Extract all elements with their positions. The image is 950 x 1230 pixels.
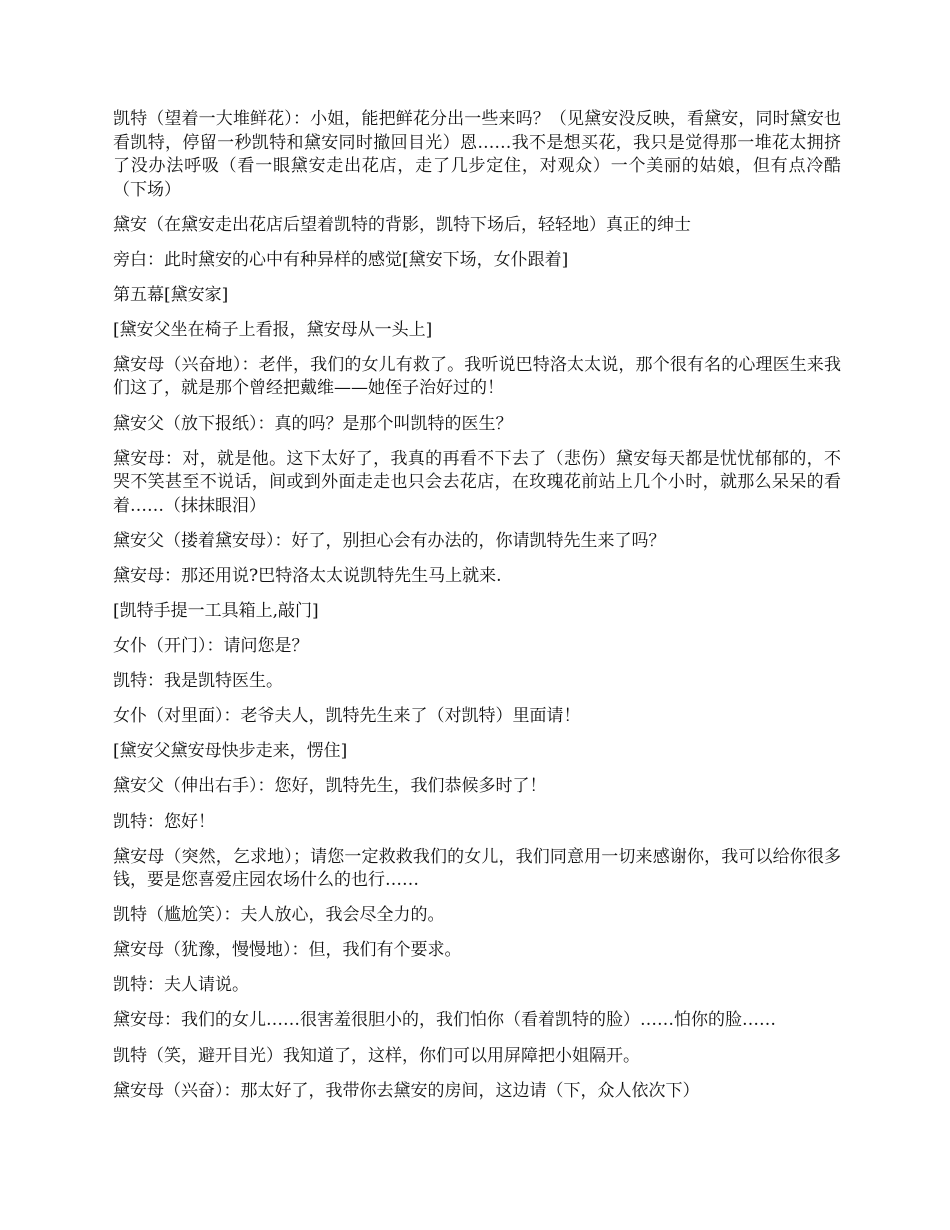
- paragraph-father-greeting: 黛安父（伸出右手）：您好，凯特先生，我们恭候多时了！: [113, 776, 547, 797]
- stage-direction: [黛安父坐在椅子上看报，黛安母从一头上]: [113, 319, 433, 340]
- paragraph-kate-intro: 凯特：我是凯特医生。: [113, 671, 283, 692]
- paragraph-mother-room: 黛安母（兴奋）：那太好了，我带你去黛安的房间，这边请（下，众人依次下）: [113, 1080, 700, 1101]
- script-page: [113, 108, 841, 1115]
- paragraph-narration: 旁白：此时黛安的心中有种异样的感觉[黛安下场，女仆跟着]: [113, 249, 569, 270]
- paragraph-kate-reassure: 凯特（尴尬笑）：夫人放心，我会尽全力的。: [113, 905, 445, 926]
- paragraph-mother-sad: 黛安母：对，就是他。这下太好了，我真的再看不下去了（悲伤）黛安每天都是忧忧郁郁的，不哭不笑甚至不说话，间或到外面走走也只会去花店，在玫瑰花前站上几个小时，就那么呆呆的看着……（抹抹眼泪）: [113, 448, 841, 516]
- stage-direction: [黛安父黛安母快步走来，愣住]: [113, 741, 348, 762]
- act-heading: 第五幕[黛安家]: [113, 284, 229, 305]
- paragraph-father-newspaper: 黛安父（放下报纸）：真的吗？是那个叫凯特的医生？: [113, 413, 513, 434]
- paragraph-kate-flowers: 凯特（望着一大堆鲜花）：小姐，能把鲜花分出一些来吗？（见黛安没反映，看黛安，同时黛安也看凯特，停留一秒凯特和黛安同时撤回目光）恩……我不是想买花，我只是觉得那一堆花太拥挤了没办法呼吸（看一眼黛安走出花店，走了几步定住，对观众）一个美丽的姑娘，但有点冷酷（下场）: [113, 109, 841, 200]
- stage-direction: [凯特手提一工具箱上,敲门]: [113, 600, 319, 621]
- paragraph-mother-coming: 黛安母：那还用说?巴特洛太太说凯特先生马上就来.: [113, 565, 502, 586]
- paragraph-mother-plea: 黛安母（突然，乞求地）；请您一定救救我们的女儿，我们同意用一切来感谢你，我可以给你很多钱，要是您喜爱庄园农场什么的也行……: [113, 846, 841, 891]
- paragraph-maid-door: 女仆（开门）：请问您是？: [113, 636, 309, 657]
- paragraph-maid-inside: 女仆（对里面）：老爷夫人，凯特先生来了（对凯特）里面请！: [113, 706, 581, 727]
- paragraph-kate-greeting: 凯特：您好！: [113, 811, 215, 832]
- paragraph-father-comfort: 黛安父（搂着黛安母）：好了，别担心会有办法的，你请凯特先生来了吗？: [113, 530, 666, 551]
- paragraph-mother-excited: 黛安母（兴奋地）：老伴，我们的女儿有救了。我听说巴特洛太太说，那个很有名的心理医生来我们这了，就是那个曾经把戴维——她侄子治好过的！: [113, 354, 841, 399]
- paragraph-kate-screen: 凯特（笑，避开目光）我知道了，这样，你们可以用屏障把小姐隔开。: [113, 1045, 640, 1066]
- paragraph-diane-gentleman: 黛安（在黛安走出花店后望着凯特的背影，凯特下场后，轻轻地）真正的绅士: [113, 214, 691, 235]
- paragraph-mother-face: 黛安母：我们的女儿……很害羞很胆小的，我们怕你（看着凯特的脸）……怕你的脸……: [113, 1010, 776, 1031]
- paragraph-mother-request: 黛安母（犹豫，慢慢地）：但，我们有个要求。: [113, 940, 462, 961]
- paragraph-kate-please: 凯特：夫人请说。: [113, 975, 249, 996]
